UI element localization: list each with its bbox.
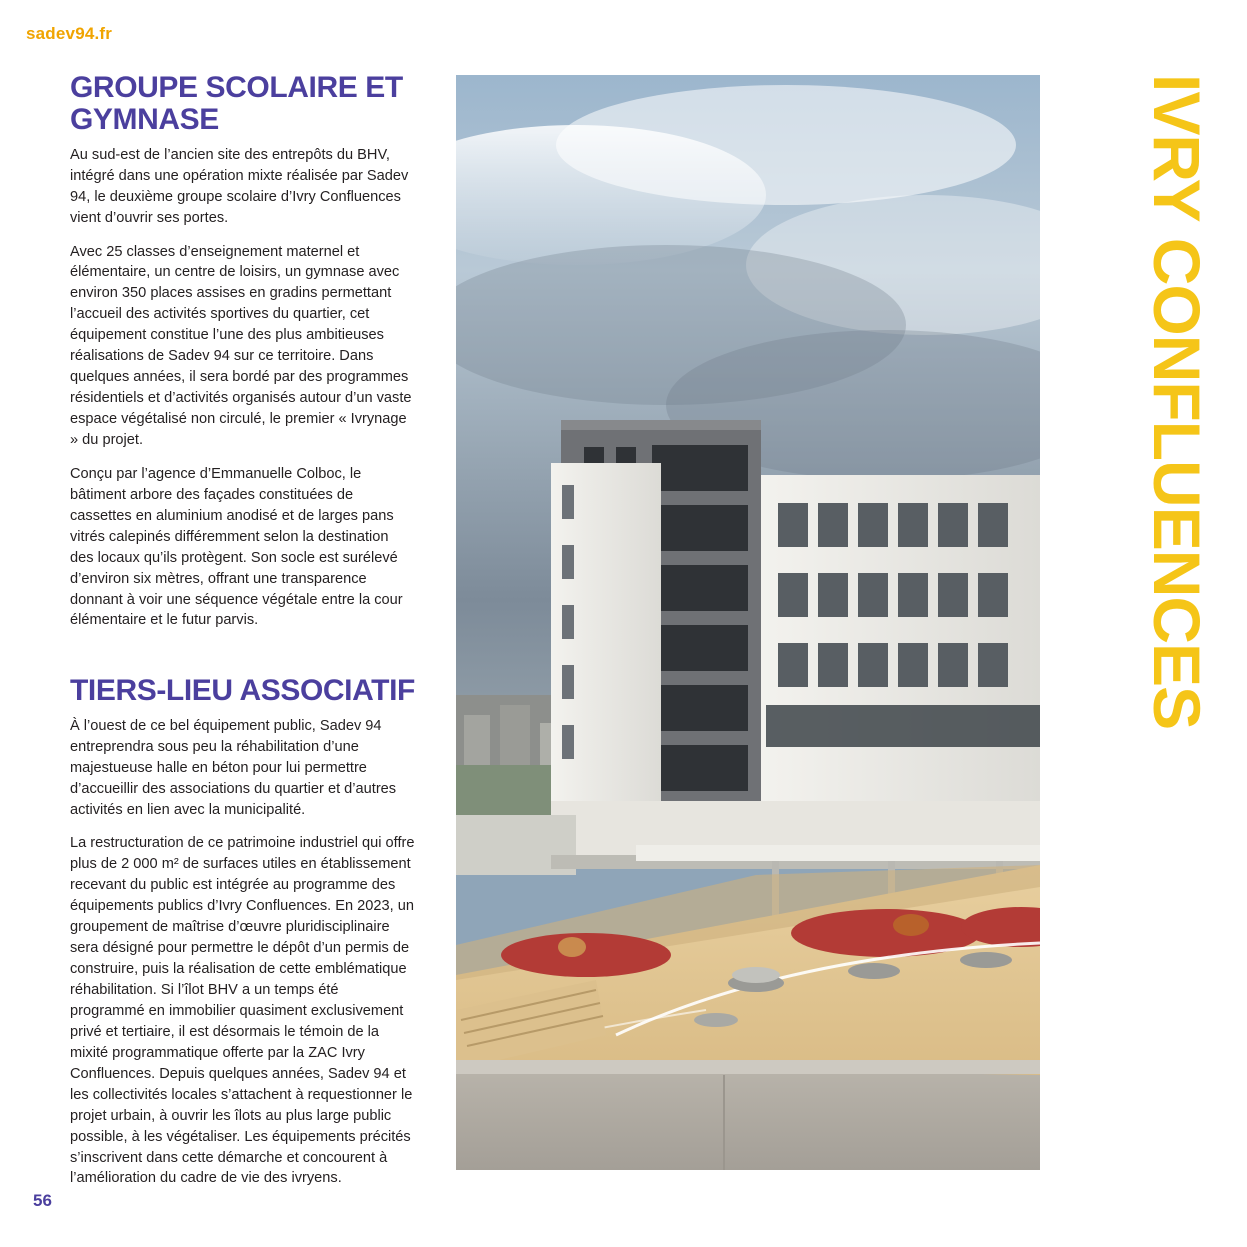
page-title: GROUPE SCOLAIRE ET GYMNASE: [70, 71, 403, 137]
site-url-tag: sadev94.fr: [26, 24, 113, 43]
page-number: 56: [33, 1191, 52, 1210]
paragraph: Conçu par l’agence d’Emmanuelle Colboc, le bâtiment arbore des façades constituées de cassettes en aluminium anodisé et de larges pans vitrés calepinés différemment selon la destination des locaux qu’ils protègent. Son socle est surélevé d’environ six mètres, offrant une transparence donnant à voir une séquence végétale entre la cour élémentaire et le futur parvis.: [70, 465, 403, 629]
vertical-section-title: [1137, 68, 1229, 768]
article-text-column: [70, 72, 415, 1189]
paragraph: La restructuration de ce patrimoine industriel qui offre plus de 2 000 m² de surfaces utiles en établissement recevant du public est intégrée au programme des équipements publics d’Ivry Confluences. En 2023, un groupement de maîtrise d’œuvre pluridisciplinaire sera désigné pour permettre le dépôt d’un permis de construire, puis la réalisation de cette emblématique réhabilitation. Si l’îlot BHV a un temps été programmé en immobilier quasiment exclusivement privé et tertiaire, il est désormais le témoin de la mixité programmatique offerte par la ZAC Ivry Confluences. Depuis quelques années, Sadev 94 et les collectivités locales s’attachent à requestionner le projet urbain, à ouvrir les îlots au plus large public possible, à les végétaliser. Les équipements précités s’inscrivent dans cette démarche et concourent à l’amélioration du cadre de vie des ivryens.: [70, 835, 415, 1187]
photo-illustration: [456, 75, 1040, 1170]
paragraph: À l’ouest de ce bel équipement public, Sadev 94 entreprendra sous peu la réhabilitation d’une majestueuse halle en béton pour lui permettre d’accueillir des associations du quartier et d’autres activités en lien avec la municipalité.: [70, 717, 397, 818]
article-photo: [456, 75, 1040, 1170]
vertical-section-title-text: IVRY CONFLUENCES: [1140, 74, 1214, 730]
paragraph: Avec 25 classes d’enseignement maternel et élémentaire, un centre de loisirs, un gymnase avec environ 350 places assises en gradins permettant l’accueil des activités sportives du quartier, cet équipement constitue l’une des plus ambitieuses réalisations de Sadev 94 sur ce territoire. Dans quelques années, il sera bordé par des programmes résidentiels et d’activités organisés autour d’un vaste espace végétalisé non circulé, le premier « Ivrynage » du projet.: [70, 243, 412, 448]
paragraph: Au sud-est de l’ancien site des entrepôts du BHV, intégré dans une opération mixte réalisée par Sadev 94, le deuxième groupe scolaire d’Ivry Confluences vient d’ouvrir ses portes.: [70, 146, 409, 226]
section-title-secondary: TIERS-LIEU ASSOCIATIF: [70, 674, 415, 708]
